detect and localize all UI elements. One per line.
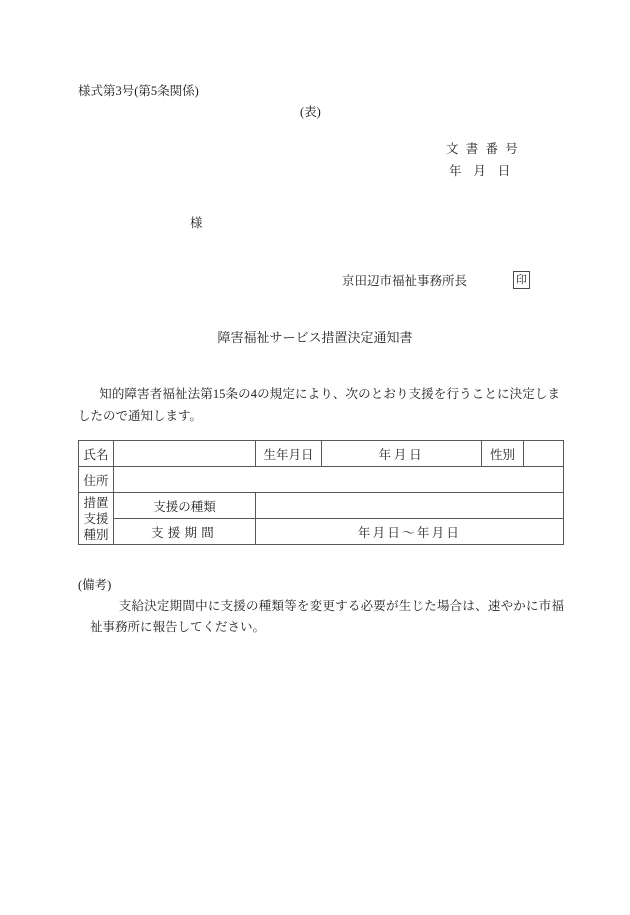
document-date-label: 年月日 (449, 164, 523, 178)
side-label: (表) (300, 105, 321, 119)
issuer-name: 京田辺市福祉事務所長 (342, 274, 468, 288)
form-number-label: 様式第3号(第5条関係) (78, 84, 199, 98)
addressee-honorific: 様 (190, 216, 203, 230)
cell-name-value[interactable] (114, 441, 256, 467)
cell-dob-value[interactable]: 年月日 (322, 441, 482, 467)
cell-sex-label: 性別 (482, 441, 524, 467)
remarks-block (78, 575, 564, 638)
cell-support-kind-label: 支援の種類 (114, 493, 256, 519)
document-number-label: 文書番号 (446, 142, 526, 156)
issuer-row (342, 271, 530, 289)
document-meta (446, 138, 525, 182)
cell-support-term-value[interactable]: 年月日～年月日 (256, 519, 564, 545)
remarks-text: 支給決定期間中に支援の種類等を変更する必要が生じた場合は、速やかに市福祉事務所に報告してください。 (90, 599, 564, 634)
seal-stamp-box: 印 (513, 271, 530, 289)
cell-name-label: 氏名 (79, 441, 114, 467)
category-label-line-1: 措置 (83, 495, 109, 510)
body-paragraph: 知的障害者福祉法第15条の4の規定により、次のとおり支援を行うことに決定しましたので通知します。 (78, 387, 560, 423)
cell-category-label (79, 493, 114, 545)
table-row-support-term (79, 519, 564, 545)
cell-address-label: 住所 (79, 467, 114, 493)
decision-form-table (78, 440, 564, 545)
table-row-name (79, 441, 564, 467)
table-row-support-kind (79, 493, 564, 519)
category-label-line-2: 支援 (83, 511, 109, 526)
cell-sex-value[interactable] (524, 441, 564, 467)
remarks-title: (備考) (78, 578, 112, 592)
page-title: 障害福祉サービス措置決定通知書 (217, 330, 413, 345)
category-label-line-3: 種別 (83, 527, 109, 542)
cell-dob-label: 生年月日 (256, 441, 322, 467)
cell-support-kind-value[interactable] (256, 493, 564, 519)
cell-support-term-label: 支援期間 (114, 519, 256, 545)
table-row-address (79, 467, 564, 493)
cell-address-value[interactable] (114, 467, 564, 493)
